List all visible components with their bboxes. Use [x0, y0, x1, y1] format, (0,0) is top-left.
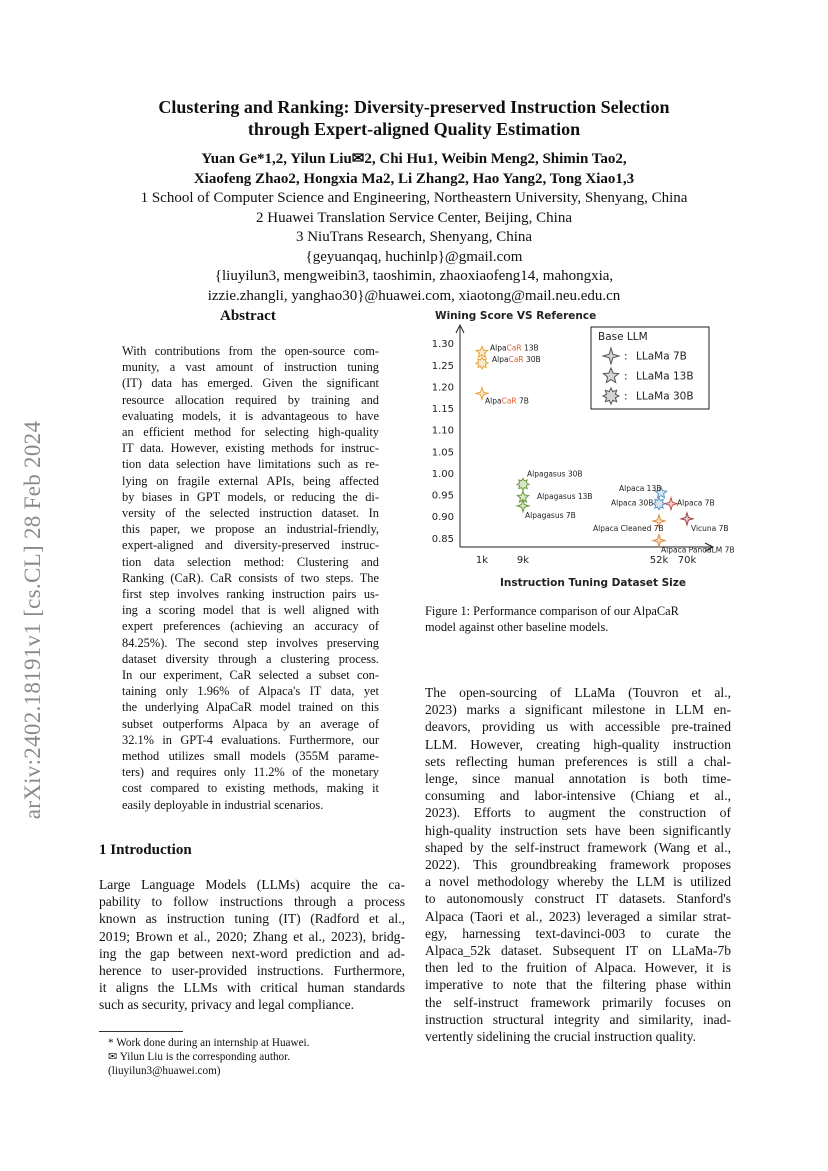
figure-1-chart: [415, 305, 745, 595]
data-point-label: Alpagasus 13B: [537, 492, 593, 502]
data-point-label: Alpaca 30B: [611, 498, 654, 508]
y-tick-label: 1.15: [431, 404, 454, 416]
data-point: [517, 478, 529, 490]
arxiv-id: arXiv:2402.18191v1 [cs.CL] 28 Feb 2024: [20, 420, 45, 820]
paragraph-line: shaped by the self-instruct framework (Wang et al.,: [425, 839, 731, 855]
abstract-line: dataset diversity through a clustering process.: [122, 651, 379, 666]
abstract-line: by biases in GPT models, or reducing the di-: [122, 489, 379, 504]
paragraph-line: it aligns the LLMs with critical human standards: [99, 980, 405, 996]
abstract-line: resource allocation required by training and: [122, 392, 379, 407]
abstract-line: versity of the selected instruction dataset. In: [122, 506, 379, 521]
x-axis-label: Instruction Tuning Dataset Size: [499, 577, 687, 589]
paragraph-line: then led to the fruition of Alpaca. However, it is: [425, 960, 731, 976]
data-point: [476, 357, 488, 369]
y-tick-label: 1.00: [431, 468, 454, 480]
caption-line: Figure 1: Performance comparison of our AlpaCaR: [425, 604, 679, 618]
paragraph-line: vertently sidelining the crucial instruction quality.: [425, 1029, 696, 1045]
paragraph-line: such as security, privacy and legal compliance.: [99, 997, 355, 1013]
affiliations: [100, 189, 728, 307]
footnote-line: * Work done during an internship at Huawei.: [108, 1037, 310, 1049]
paragraph-line: lenge, since manual annotation is both time-: [425, 771, 731, 787]
paragraph-line: known as instruction tuning (IT) (Radford et al.,: [99, 911, 405, 927]
abstract-line: Ranking (CaR). CaR consists of two steps. The: [122, 570, 379, 585]
abstract-line: 32.1% in GPT-4 evaluations. Furthermore, our: [122, 732, 379, 747]
legend-title: Base LLM: [598, 331, 648, 343]
paragraph-line: Alpaca_52k dataset. Subsequent IT on LLaMa-7b: [425, 943, 731, 959]
figure-caption: [425, 603, 731, 636]
paragraph-line: instruction structural integrity and similarity, inad-: [425, 1011, 731, 1027]
affiliation-line: 1 School of Computer Science and Engineering, Northeastern University, Shenyang, China: [140, 190, 688, 206]
introduction-heading: 1 Introduction: [99, 842, 192, 858]
data-point-label: Alpagasus 7B: [525, 510, 576, 520]
data-point-label: AlpaCaR 7B: [485, 396, 529, 406]
abstract-body: [122, 343, 379, 813]
paragraph-line: 2023) marks a significant milestone in LLM en-: [425, 702, 731, 718]
paragraph-line: to autonomously construct IT datasets. Stanford's: [425, 891, 731, 907]
y-tick-label: 0.85: [431, 533, 454, 545]
abstract-line: method utilizes small models (355M parame-: [122, 749, 379, 764]
paragraph-line: consuming and labor-intensive (Chiang et al.,: [425, 788, 731, 804]
email-line: {liuyilun3, mengweibin3, taoshimin, zhaoxiaofeng14, mahongxia,: [214, 268, 614, 285]
footnotes: [108, 1036, 408, 1078]
legend-colon: :: [624, 390, 628, 403]
abstract-line: taining only 1.96% of Alpaca's IT data, yet: [122, 684, 379, 699]
data-point-label: Alpagasus 30B: [527, 469, 583, 479]
abstract-line: tion data selection method: Clustering and: [122, 554, 379, 569]
data-point-label: Alpaca 13B: [619, 483, 662, 493]
abstract-line: IT data. However, existing methods for instruc-: [122, 441, 379, 456]
abstract-line: expert preferences (achieving an accuracy of: [122, 619, 379, 634]
abstract-line: ters) and requires only 11.2% of the monetary: [122, 765, 379, 780]
y-tick-label: 0.90: [431, 512, 454, 524]
paragraph-line: herence to user-provided instructions. Furthermore,: [99, 963, 405, 979]
abstract-line: cost compared to existing methods, making it: [122, 781, 379, 796]
data-point-label: AlpaCaR 13B: [490, 343, 539, 353]
y-tick-label: 0.95: [431, 490, 454, 502]
legend-marker: [603, 388, 619, 404]
abstract-line: munity, a vast amount of instruction tuning: [122, 360, 379, 375]
introduction-left-column: [99, 876, 405, 1014]
data-point-label: Alpaca 7B: [677, 498, 715, 508]
abstract-line: ing a scoring model that is well aligned with: [122, 603, 379, 618]
data-point: [665, 498, 677, 510]
data-point-label: AlpaCaR 30B: [492, 355, 541, 365]
abstract-line: In our experiment, CaR selected a subset con-: [122, 668, 379, 683]
abstract-line: this paper, we propose an industrial-friendly,: [122, 522, 379, 537]
paragraph-line: Alpaca (Taori et al., 2023) leveraged a similar strat-: [425, 908, 731, 924]
arxiv-stamp: [12, 360, 54, 880]
abstract-line: subset outperforms Alpaca by an average of: [122, 716, 379, 731]
x-tick-label: 70k: [677, 555, 697, 566]
abstract-line: first step involves ranking instruction pairs us-: [122, 587, 379, 602]
paragraph-line: The open-sourcing of LLaMa (Touvron et al.,: [425, 685, 731, 700]
paragraph-line: egy, harnessing text-davinci-003 to curate the: [425, 925, 731, 941]
legend-entry: LLaMa 13B: [636, 370, 694, 383]
abstract-line: expert-aligned and diversity-preserved instruc-: [122, 538, 379, 553]
legend-colon: :: [624, 370, 628, 383]
abstract-heading: Abstract: [220, 308, 276, 324]
legend-entry: LLaMa 7B: [636, 350, 687, 363]
author-line: Yuan Ge*1,2, Yilun Liu✉2, Chi Hu1, Weibin Meng2, Shimin Tao2,: [201, 151, 627, 167]
abstract-line: easily deployable in industrial scenarios.: [122, 797, 324, 812]
paragraph-line: the self-instruct framework primarily focuses on: [425, 994, 731, 1010]
title-line: through Expert-aligned Quality Estimation: [247, 119, 581, 139]
y-tick-label: 1.05: [431, 447, 454, 459]
footnote-line: ✉ Yilun Liu is the corresponding author.: [108, 1051, 291, 1063]
data-point: [653, 498, 665, 510]
abstract-line: an efficient method for selecting high-quality: [122, 425, 379, 440]
y-tick-label: 1.30: [431, 339, 454, 351]
abstract-line: lying on fragile external APIs, being affected: [122, 473, 379, 488]
abstract-line: the underlying AlpaCaR model trained on this: [122, 700, 379, 715]
legend-colon: :: [624, 350, 628, 363]
abstract-line: 84.25%). The second step involves preserving: [122, 635, 379, 650]
abstract-line: evaluating models, it is advantageous to have: [122, 408, 379, 423]
paper-title: [100, 96, 728, 140]
footnote-divider: [99, 1031, 183, 1032]
data-point-label: Alpaca PandaLM 7B: [661, 545, 735, 555]
abstract-line: (IT) data has emerged. Given the significant: [122, 376, 379, 391]
paragraph-line: 2022). This groundbreaking framework proposes: [425, 857, 731, 873]
data-point-label: Alpaca Cleaned 7B: [593, 524, 664, 534]
paragraph-line: LLM. However, creating high-quality instruction: [425, 736, 731, 752]
y-tick-label: 1.20: [431, 382, 454, 394]
caption-line: model against other baseline models.: [425, 620, 609, 635]
title-line: Clustering and Ranking: Diversity-preserved Instruction Selection: [158, 97, 670, 117]
chart-title: Wining Score VS Reference: [435, 310, 597, 322]
paragraph-line: 2023). Efforts to augment the construction of: [425, 805, 731, 821]
x-tick-label: 1k: [475, 555, 489, 566]
affiliation-line: 2 Huawei Translation Service Center, Beijing, China: [255, 209, 573, 226]
paragraph-line: ing the gap between next-word prediction and ad-: [99, 945, 405, 961]
paragraph-line: Large Language Models (LLMs) acquire the ca-: [99, 877, 405, 892]
legend-entry: LLaMa 30B: [636, 390, 694, 403]
paragraph-line: 2019; Brown et al., 2020; Zhang et al., 2023), bridg-: [99, 928, 405, 944]
footnote-line: (liuyilun3@huawei.com): [108, 1065, 221, 1077]
x-tick-label: 52k: [649, 555, 669, 566]
author-line: Xiaofeng Zhao2, Hongxia Ma2, Li Zhang2, Hao Yang2, Tong Xiao1,3: [193, 171, 635, 187]
paragraph-line: high-quality instruction sets have been significantly: [425, 822, 731, 838]
y-tick-label: 1.10: [431, 425, 454, 437]
author-list: [100, 149, 728, 189]
paragraph-line: deavors, providing us with accessible pre-trained: [425, 719, 731, 735]
email-line: izzie.zhangli, yanghao30}@huawei.com, xiaotong@mail.neu.edu.cn: [207, 287, 621, 304]
paragraph-line: pability to follow instructions through a process: [99, 894, 405, 910]
abstract-line: tion data selection have limitations such as re-: [122, 457, 379, 472]
x-tick-label: 9k: [516, 555, 530, 566]
introduction-right-column: [425, 684, 731, 1045]
paragraph-line: a novel methodology whereby the LLM is utilized: [425, 874, 731, 890]
paragraph-line: sets reflecting human preferences is still a chal-: [425, 753, 731, 769]
abstract-line: With contributions from the open-source com-: [122, 344, 379, 358]
paragraph-line: imperative to note that the filtering phase within: [425, 977, 731, 993]
data-point-label: Vicuna 7B: [691, 523, 729, 533]
y-tick-label: 1.25: [431, 360, 454, 372]
affiliation-line: 3 NiuTrans Research, Shenyang, China: [295, 229, 533, 246]
data-point: [476, 346, 487, 357]
email-line: {geyuanqaq, huchinlp}@gmail.com: [305, 248, 523, 265]
